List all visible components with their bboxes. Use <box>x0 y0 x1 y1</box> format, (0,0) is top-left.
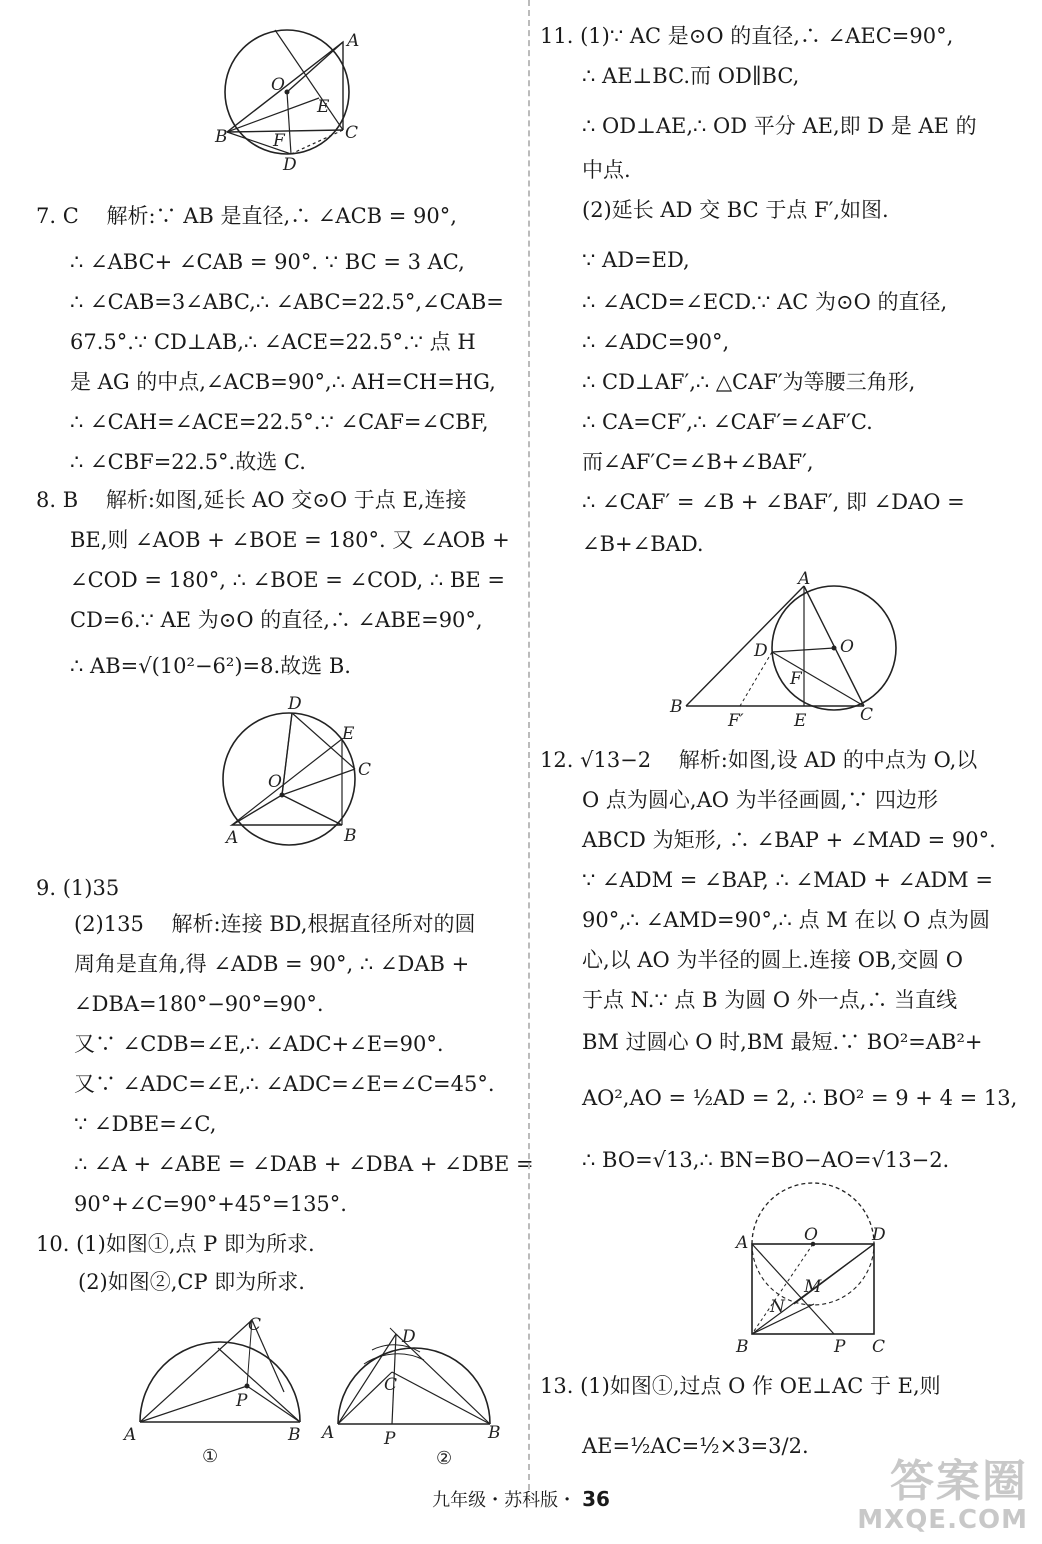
text-line: 又∵ ∠ADC=∠E,∴ ∠ADC=∠E=∠C=45°. <box>74 1072 495 1096</box>
text-line: ∠DBA=180°−90°=90°. <box>74 992 324 1016</box>
text-line: ∴ ∠CAB=3∠ABC,∴ ∠ABC=22.5°,∠CAB= <box>70 290 504 314</box>
text-line: 而∠AF′C=∠B+∠BAF′, <box>582 450 814 474</box>
text-line: 11. (1)∵ AC 是⊙O 的直径,∴ ∠AEC=90°, <box>540 24 954 48</box>
fig12-label: M <box>804 1277 822 1297</box>
text-line: AE=½AC=½×3=3/2. <box>582 1434 809 1458</box>
figure-q10-1 <box>122 1312 312 1472</box>
fig12-label: C <box>872 1337 886 1357</box>
text-line: 8. B 解析:如图,延长 AO 交⊙O 于点 E,连接 <box>36 488 467 512</box>
fig7-label: E <box>317 97 330 117</box>
text-line: 又∵ ∠CDB=∠E,∴ ∠ADC+∠E=90°. <box>74 1032 444 1056</box>
text-line: ∴ ∠ADC=90°, <box>582 330 730 354</box>
figure-q8 <box>222 694 372 848</box>
text-line: ∴ CA=CF′,∴ ∠CAF′=∠AF′C. <box>582 410 873 434</box>
fig12-label: P <box>834 1337 846 1357</box>
fig11-label: B <box>670 697 683 717</box>
fig7-label: C <box>345 123 359 143</box>
text-line: ∴ BO=√13,∴ BN=BO−AO=√13−2. <box>582 1148 950 1172</box>
fig10a-label: P <box>236 1391 248 1411</box>
text-line: 67.5°.∵ CD⊥AB,∴ ∠ACE=22.5°.∵ 点 H <box>70 330 476 354</box>
text-line: ∴ ∠CAH=∠ACE=22.5°.∵ ∠CAF=∠CBF, <box>70 410 489 434</box>
fig8-label: E <box>342 724 355 744</box>
text-line: 90°+∠C=90°+45°=135°. <box>74 1192 347 1216</box>
fig12-label: A <box>736 1233 749 1253</box>
text-line: 于点 N.∵ 点 B 为圆 O 外一点,∴ 当直线 <box>582 988 958 1012</box>
text-line: ∠B+∠BAD. <box>582 532 704 556</box>
text-line: (2)如图②,CP 即为所求. <box>78 1270 305 1294</box>
text-line: 9. (1)35 <box>36 876 120 900</box>
watermark <box>838 1458 1028 1538</box>
page-number: 36 <box>582 1487 610 1511</box>
text-line: (2)135 解析:连接 BD,根据直径所对的圆 <box>74 912 476 936</box>
text-line: ∴ AB=√(10²−6²)=8.故选 B. <box>70 654 351 678</box>
text-line: ∴ ∠ABC+ ∠CAB = 90°. ∵ BC = 3 AC, <box>70 250 465 274</box>
text-line: BE,则 ∠AOB + ∠BOE = 180°. 又 ∠AOB + <box>70 528 510 552</box>
text-line: (2)延长 AD 交 BC 于点 F′,如图. <box>582 198 889 222</box>
text-line: ∴ ∠A + ∠ABE = ∠DAB + ∠DBA + ∠DBE = <box>74 1152 534 1176</box>
fig12-label: N <box>770 1297 785 1317</box>
column-divider <box>528 0 531 1490</box>
text-line: AO²,AO = ½AD = 2, ∴ BO² = 9 + 4 = 13, <box>582 1086 1018 1110</box>
fig10a-label: C <box>248 1315 262 1335</box>
text-line: O 点为圆心,AO 为半径画圆,∵ 四边形 <box>582 788 938 812</box>
fig12-label: D <box>872 1225 886 1245</box>
fig8-label: B <box>344 826 357 846</box>
text-line: 90°,∴ ∠AMD=90°,∴ 点 M 在以 O 点为圆 <box>582 908 990 932</box>
fig10a-label: B <box>288 1425 301 1445</box>
text-line: 是 AG 的中点,∠ACB=90°,∴ AH=CH=HG, <box>70 370 496 394</box>
watermark-url: MXQE.COM <box>857 1505 1028 1535</box>
text-line: ∵ AD=ED, <box>582 248 690 272</box>
fig11-label: D <box>754 641 768 661</box>
fig10a-label: A <box>124 1425 137 1445</box>
fig7-label: D <box>283 155 297 175</box>
text-line: ∴ CD⊥AF′,∴ △CAF′为等腰三角形, <box>582 370 916 394</box>
text-line: ∴ AE⊥BC.而 OD∥BC, <box>582 64 800 88</box>
figure-q10-2 <box>320 1320 510 1470</box>
fig11-label: O <box>840 637 854 657</box>
fig11-label: F <box>790 669 802 689</box>
text-line: 13. (1)如图①,过点 O 作 OE⊥AC 于 E,则 <box>540 1374 941 1398</box>
fig8-label: O <box>268 772 282 792</box>
fig11-label: F′ <box>728 711 744 731</box>
fig11-label: E <box>794 711 807 731</box>
fig11-label: C <box>860 705 874 725</box>
text-line: ABCD 为矩形, ∴ ∠BAP + ∠MAD = 90°. <box>582 828 996 852</box>
fig10b-label: A <box>322 1423 335 1443</box>
text-line: BM 过圆心 O 时,BM 最短.∵ BO²=AB²+ <box>582 1030 983 1054</box>
text-line: ∠COD = 180°, ∴ ∠BOE = ∠COD, ∴ BE = <box>70 568 505 592</box>
fig12-label: O <box>804 1225 818 1245</box>
figure-q12 <box>732 1180 892 1360</box>
text-line: 周角是直角,得 ∠ADB = 90°, ∴ ∠DAB + <box>74 952 470 976</box>
text-line: ∴ ∠ACD=∠ECD.∵ AC 为⊙O 的直径, <box>582 290 948 314</box>
text-line: ∴ ∠CBF=22.5°.故选 C. <box>70 450 306 474</box>
text-line: 10. (1)如图①,点 P 即为所求. <box>36 1232 315 1256</box>
fig10b-label: P <box>384 1429 396 1449</box>
text-line: CD=6.∵ AE 为⊙O 的直径,∴ ∠ABE=90°, <box>70 608 483 632</box>
fig10a-label: ① <box>202 1446 219 1467</box>
fig12-label: B <box>736 1337 749 1357</box>
text-line: 心,以 AO 为半径的圆上.连接 OB,交圆 O <box>582 948 963 972</box>
footer-text: 九年级・苏科版・ <box>432 1490 577 1511</box>
fig7-label: B <box>215 127 228 147</box>
text-line: ∴ OD⊥AE,∴ OD 平分 AE,即 D 是 AE 的 <box>582 114 977 138</box>
fig10b-label: D <box>402 1327 416 1347</box>
text-line: ∵ ∠DBE=∠C, <box>74 1112 217 1136</box>
text-line: ∵ ∠ADM = ∠BAP, ∴ ∠MAD + ∠ADM = <box>582 868 993 892</box>
text-line: 7. C 解析:∵ AB 是直径,∴ ∠ACB = 90°, <box>36 204 457 228</box>
figure-q7 <box>215 30 365 175</box>
fig8-label: C <box>358 760 372 780</box>
fig10b-label: ② <box>436 1448 453 1469</box>
fig7-label: F <box>273 131 285 151</box>
fig10b-label: B <box>488 1423 501 1443</box>
fig8-label: A <box>226 828 239 848</box>
fig7-label: O <box>271 75 285 95</box>
watermark-title: 答案圈 <box>890 1456 1028 1507</box>
figure-q11 <box>668 570 908 730</box>
fig8-label: D <box>288 694 302 714</box>
fig7-label: A <box>347 31 360 51</box>
text-line: 中点. <box>582 158 631 182</box>
text-line: 12. √13−2 解析:如图,设 AD 的中点为 O,以 <box>540 748 978 772</box>
fig11-label: A <box>798 569 811 589</box>
fig10b-label: C <box>384 1375 398 1395</box>
text-line: ∴ ∠CAF′ = ∠B + ∠BAF′, 即 ∠DAO = <box>582 490 965 514</box>
